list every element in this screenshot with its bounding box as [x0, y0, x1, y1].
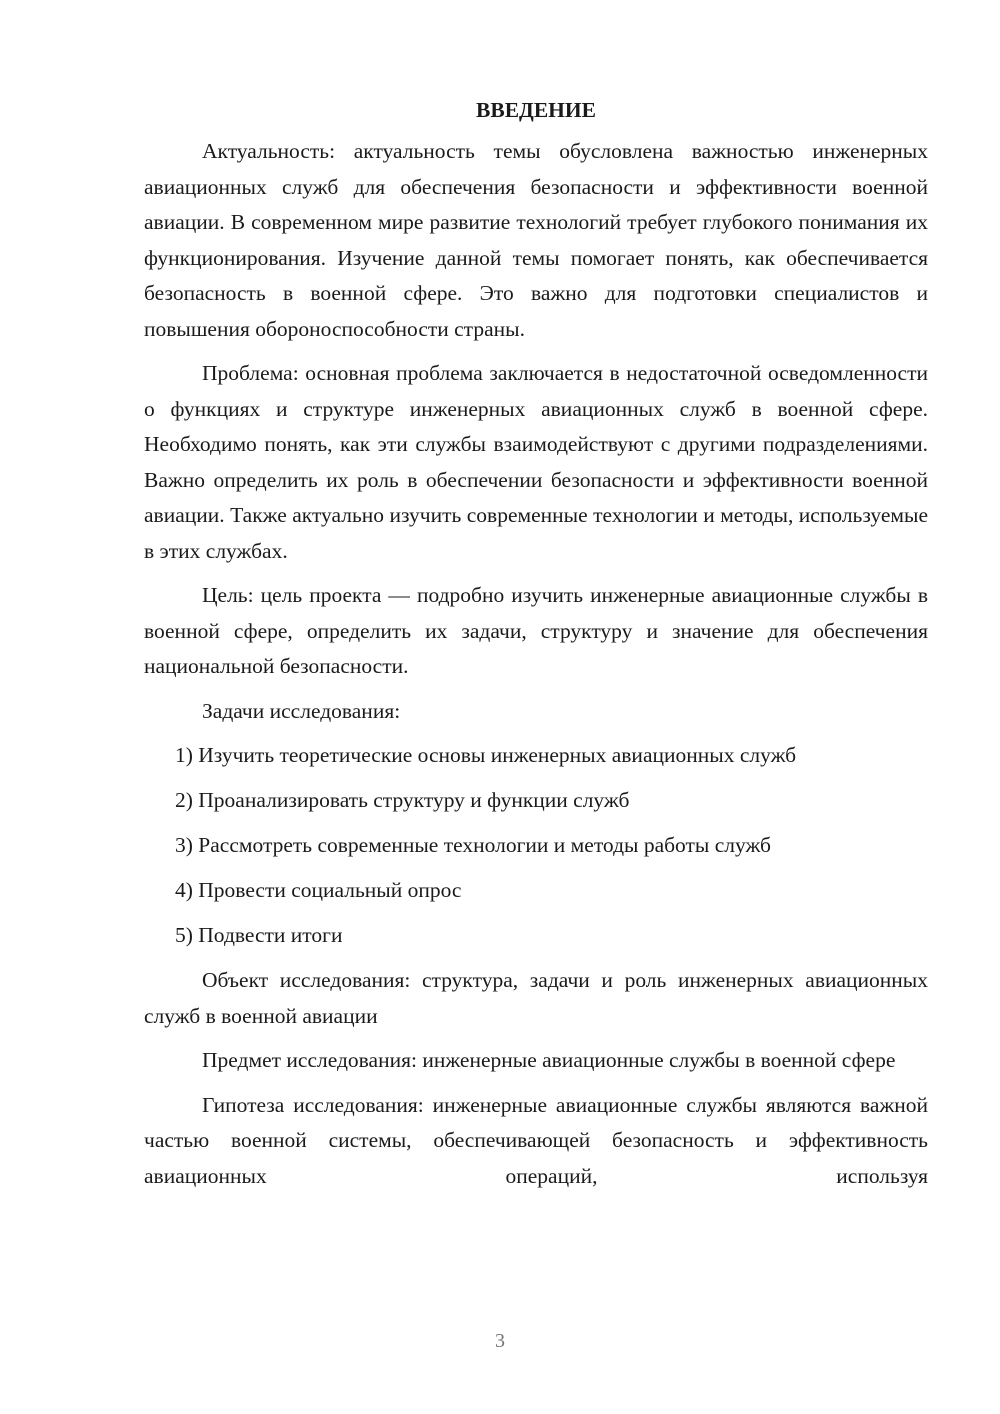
- list-item: 2) Проанализировать структуру и функции служб: [175, 788, 630, 812]
- list-item: 4) Провести социальный опрос: [175, 878, 462, 902]
- list-item: 5) Подвести итоги: [175, 923, 343, 947]
- page-content: [144, 94, 928, 1203]
- hypothesis-paragraph: Гипотеза исследования: инженерные авиационные службы являются важной частью военной системы, обеспечивающей безопасность и эффективность авиационных операций, используя: [144, 1092, 928, 1188]
- page-number: 3: [495, 1330, 505, 1352]
- object-paragraph: Объект исследования: структура, задачи и роль инженерных авиационных служб в военной авиации: [144, 968, 928, 1028]
- subject-paragraph: Предмет исследования: инженерные авиационные службы в военной сфере: [202, 1048, 896, 1072]
- section-heading: ВВЕДЕНИЕ: [476, 98, 596, 122]
- list-item: 1) Изучить теоретические основы инженерных авиационных служб: [175, 743, 797, 767]
- tasks-title: Задачи исследования:: [202, 698, 401, 723]
- tasks-list: [144, 738, 928, 954]
- relevance-paragraph: Актуальность: актуальность темы обусловлена важностью инженерных авиационных служб для обеспечения безопасности и эффективности военной авиации. В современном мире развитие технологий требует глубокого понимания их функционирования. Изучение данной темы помогает понять, как обеспечивается безопасность в военной сфере. Это важно для подготовки специалистов и повышения обороноспособности страны.: [144, 139, 928, 341]
- problem-paragraph: Проблема: основная проблема заключается в недостаточной осведомленности о функциях и структуре инженерных авиационных служб в военной сфере. Необходимо понять, как эти службы взаимодействуют с другими подразделениями. Важно определить их роль в обеспечении безопасности и эффективности военной авиации. Также актуально изучить современные технологии и методы, используемые в этих службах.: [144, 361, 928, 563]
- list-item: 3) Рассмотреть современные технологии и методы работы служб: [175, 833, 771, 857]
- goal-paragraph: Цель: цель проекта — подробно изучить инженерные авиационные службы в военной сфере, определить их задачи, структуру и значение для обеспечения национальной безопасности.: [144, 583, 928, 678]
